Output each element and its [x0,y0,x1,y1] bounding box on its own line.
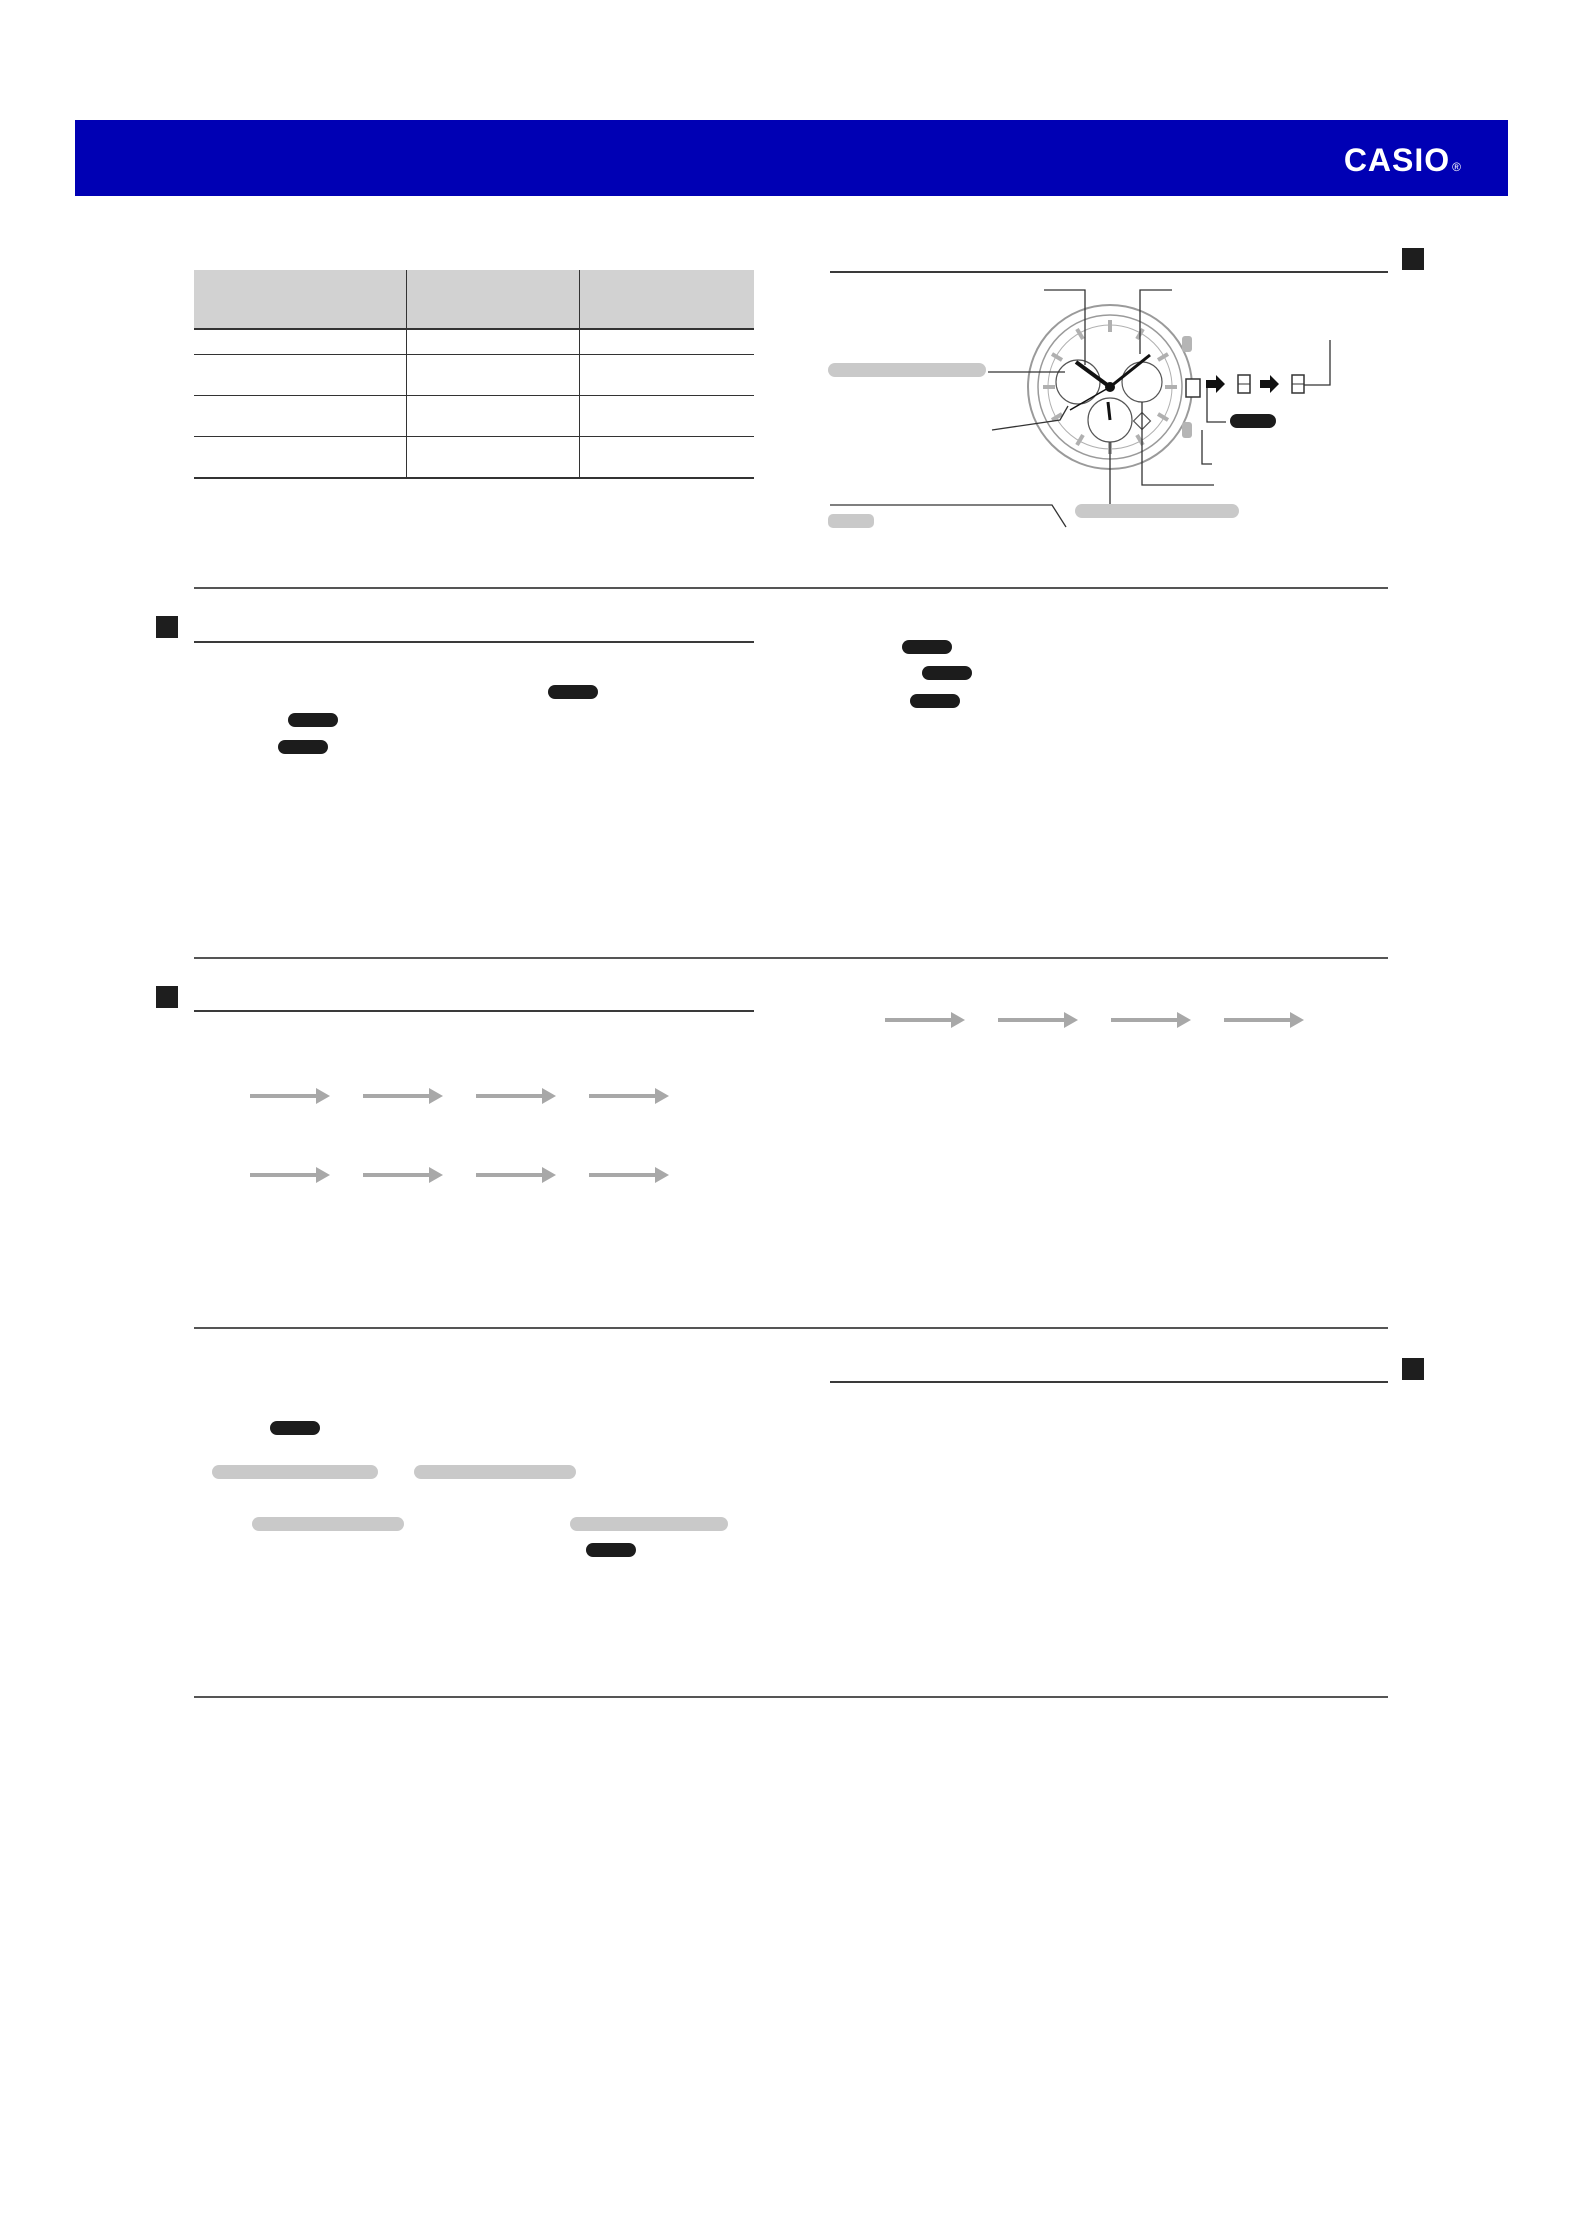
spec-table [194,270,754,479]
redacted-label [212,1465,378,1479]
section-divider [194,957,1388,959]
table-row [194,396,754,437]
table-cell [407,396,580,437]
sequence-arrows-right [880,1006,1310,1034]
table-cell [580,437,755,479]
header-bar [75,120,1508,196]
table-cell [194,396,407,437]
table-cell [580,329,755,355]
table-header-cell [580,270,755,329]
redacted-label [1230,414,1276,428]
redacted-label [1075,504,1239,518]
brand-name: CASIO [1343,142,1451,178]
table-header-row [194,270,754,329]
table-row [194,329,754,355]
brand-logo [1344,144,1462,176]
table-cell [580,355,755,396]
redacted-label [586,1543,636,1557]
table-cell [194,355,407,396]
redacted-label [252,1517,404,1531]
table-cell [407,437,580,479]
section-marker-square-icon [1402,1358,1424,1380]
redacted-label [278,740,328,754]
section-heading-rule [194,1010,754,1012]
redacted-label [910,694,960,708]
section-heading-rule [830,1381,1388,1383]
table-cell [194,437,407,479]
redacted-label [902,640,952,654]
table-cell [407,355,580,396]
table-cell [580,396,755,437]
redacted-label [548,685,598,699]
table-header-cell [194,270,407,329]
table-cell [194,329,407,355]
section-heading-rule [830,271,1388,273]
sequence-arrows-row-2 [245,1161,675,1189]
redacted-label [270,1421,320,1435]
section-divider [194,1696,1388,1698]
section-divider [194,587,1388,589]
section-divider [194,1327,1388,1329]
table-row [194,355,754,396]
redacted-label [288,713,338,727]
table-header-cell [407,270,580,329]
redacted-label [828,363,986,377]
sequence-arrows-row-1 [245,1082,675,1110]
section-marker-square-icon [1402,248,1424,270]
registered-mark: ® [1452,160,1462,174]
redacted-label [414,1465,576,1479]
section-marker-square-icon [156,616,178,638]
table-cell [407,329,580,355]
section-heading-rule [194,641,754,643]
watch-face-diagram-icon [820,280,1360,540]
redacted-label [828,514,874,528]
section-marker-square-icon [156,986,178,1008]
redacted-label [922,666,972,680]
table-row [194,437,754,479]
redacted-label [570,1517,728,1531]
